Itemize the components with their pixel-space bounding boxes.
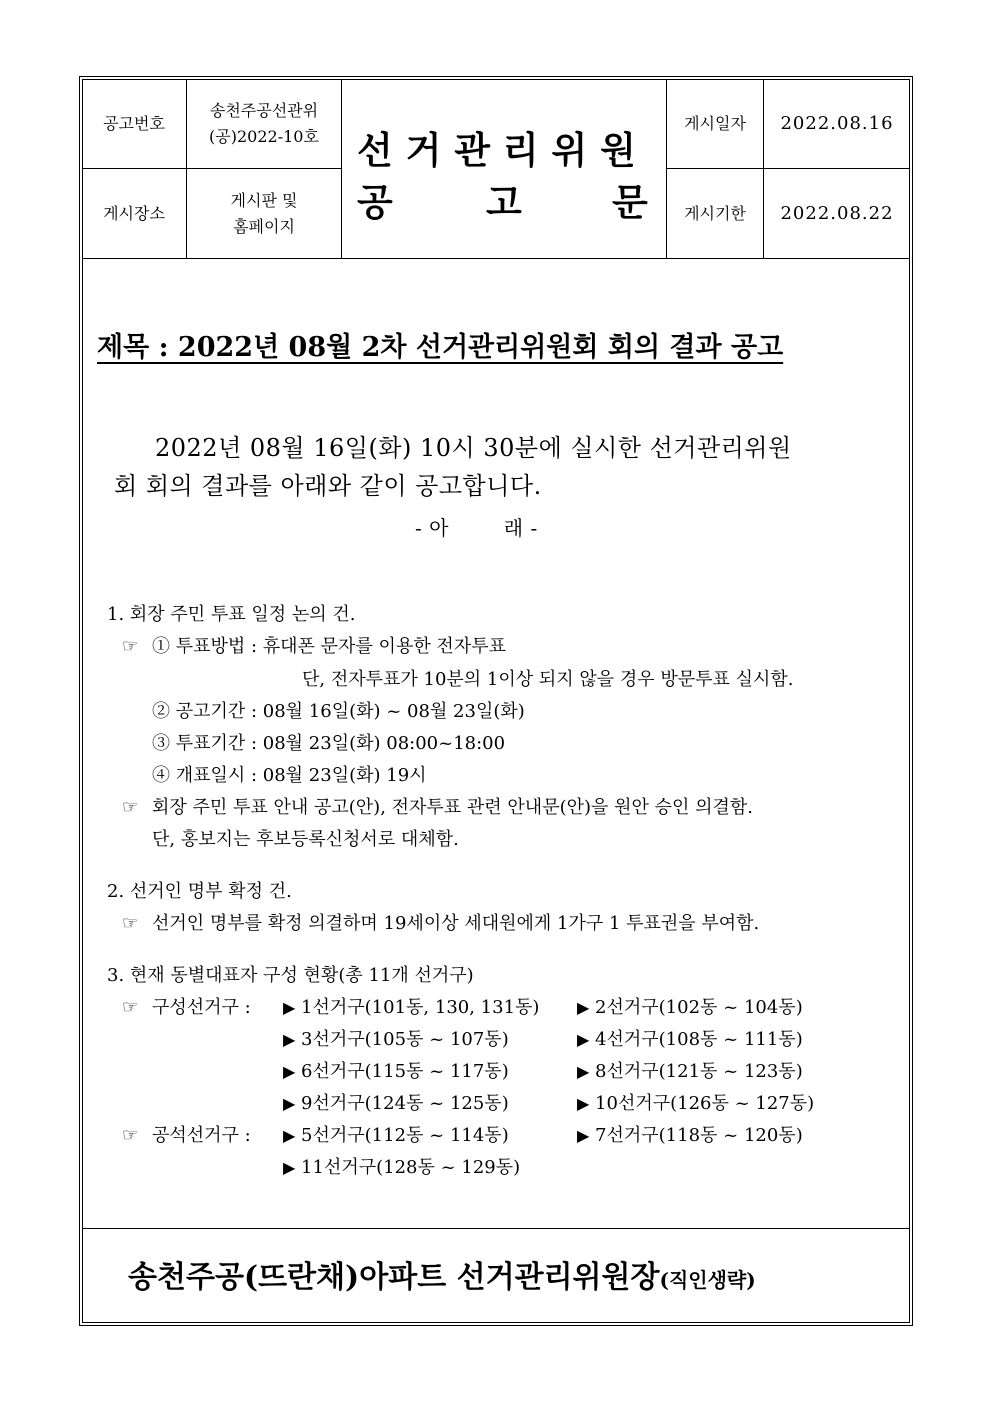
section1-item3: ③ 투표기간 : 08월 23일(화) 08:00~18:00 — [152, 733, 506, 754]
footer-note: (직인생략) — [659, 1268, 756, 1292]
section3-formed-label-row — [122, 993, 251, 1019]
pointing-hand-icon: ☞ — [122, 797, 139, 818]
section1-heading: 1. 회장 주민 투표 일정 논의 건. — [107, 604, 356, 625]
vacant-district-item: ▶ 11선거구(128동 ~ 129동) — [283, 1157, 521, 1178]
footer-main: 송천주공(뜨란채)아파트 선거관리위원장 — [128, 1260, 660, 1295]
district-item: ▶ 6선거구(115동 ~ 117동) — [283, 1061, 509, 1082]
district-item: ▶ 9선거구(124동 ~ 125동) — [283, 1093, 509, 1114]
post-until-label-cell — [667, 169, 764, 259]
section1-item4: ④ 개표일시 : 08월 23일(화) 19시 — [152, 765, 427, 786]
section2-decision-row — [122, 909, 759, 935]
post-date-label-cell — [667, 79, 764, 169]
intro-line-2: 회 회의 결과를 아래와 같이 공고합니다. — [114, 472, 542, 500]
notice-title-line1: 선 거 관 리 위 원 — [357, 128, 636, 172]
vacant-district-item: ▶ 7선거구(118동 ~ 120동) — [577, 1125, 803, 1146]
notice-no-cell — [187, 79, 342, 169]
post-until: 2022.08.22 — [780, 202, 894, 224]
district-item: ▶ 4선거구(108동 ~ 111동) — [577, 1029, 803, 1050]
section1-item1-row — [122, 632, 506, 658]
post-date: 2022.08.16 — [780, 112, 894, 134]
bullet-triangle-icon: ▶ — [577, 1126, 590, 1145]
place-line2: 홈페이지 — [233, 216, 295, 236]
place-line1: 게시판 및 — [230, 190, 298, 210]
notice-no-line1: 송천주공선관위 — [209, 100, 319, 120]
pointing-hand-icon: ☞ — [122, 913, 139, 934]
bullet-triangle-icon: ▶ — [283, 1126, 296, 1145]
notice-no-label-cell — [82, 79, 187, 169]
section3-vacant-label: 공석선거구 : — [152, 1125, 251, 1146]
pointing-hand-icon: ☞ — [122, 636, 139, 657]
bullet-triangle-icon: ▶ — [577, 1030, 590, 1049]
place-cell — [187, 169, 342, 259]
bullet-triangle-icon: ▶ — [577, 1094, 590, 1113]
place-label-cell — [82, 169, 187, 259]
section1-decision: 회장 주민 투표 안내 공고(안), 전자투표 관련 안내문(안)을 원안 승인 의결함. — [152, 797, 753, 818]
section1-item1-note: 단, 전자투표가 10분의 1이상 되지 않을 경우 방문투표 실시함. — [302, 669, 794, 690]
section1-item2: ② 공고기간 : 08월 16일(화) ~ 08월 23일(화) — [152, 701, 525, 722]
bullet-triangle-icon: ▶ — [283, 1094, 296, 1113]
notice-title-char-3: 문 — [612, 180, 648, 224]
district-item: ▶ 2선거구(102동 ~ 104동) — [577, 997, 803, 1018]
section1-decision-note: 단, 홍보지는 후보등록신청서로 대체함. — [152, 829, 459, 850]
bullet-triangle-icon: ▶ — [577, 1062, 590, 1081]
post-date-cell — [764, 79, 910, 169]
section2-heading: 2. 선거인 명부 확정 건. — [107, 881, 292, 902]
notice-title-char-2: 고 — [486, 180, 522, 224]
below-marker: - 아 래 - — [415, 516, 538, 540]
bullet-triangle-icon: ▶ — [283, 1158, 296, 1177]
pointing-hand-icon: ☞ — [122, 1125, 139, 1146]
pointing-hand-icon: ☞ — [122, 997, 139, 1018]
bullet-triangle-icon: ▶ — [283, 998, 296, 1017]
notice-no-line2: (공)2022-10호 — [209, 126, 319, 146]
section2-decision: 선거인 명부를 확정 의결하며 19세이상 세대원에게 1가구 1 투표권을 부여함. — [152, 913, 760, 934]
section3-formed-label: 구성선거구 : — [152, 997, 251, 1018]
footer-signature — [128, 1252, 756, 1296]
district-item: ▶ 1선거구(101동, 130, 131동) — [283, 997, 540, 1018]
section1-item1: ① 투표방법 : 휴대폰 문자를 이용한 전자투표 — [152, 636, 506, 657]
subject-title: 제목 : 2022년 08월 2차 선거관리위원회 회의 결과 공고 — [97, 332, 784, 363]
district-item: ▶ 10선거구(126동 ~ 127동) — [577, 1093, 815, 1114]
intro-line-1: 2022년 08월 16일(화) 10시 30분에 실시한 선거관리위원 — [155, 434, 792, 462]
bullet-triangle-icon: ▶ — [283, 1062, 296, 1081]
bullet-triangle-icon: ▶ — [577, 998, 590, 1017]
vacant-district-item: ▶ 5선거구(112동 ~ 114동) — [283, 1125, 509, 1146]
section3-vacant-label-row — [122, 1121, 251, 1147]
section1-decision-row — [122, 793, 753, 819]
post-until-label: 게시기한 — [684, 203, 746, 223]
notice-no-label: 공고번호 — [103, 113, 165, 133]
place-label: 게시장소 — [103, 203, 165, 223]
bullet-triangle-icon: ▶ — [283, 1030, 296, 1049]
notice-title-char-1: 공 — [357, 180, 393, 224]
district-item: ▶ 8선거구(121동 ~ 123동) — [577, 1061, 803, 1082]
post-until-cell — [764, 169, 910, 259]
post-date-label: 게시일자 — [684, 113, 746, 133]
district-item: ▶ 3선거구(105동 ~ 107동) — [283, 1029, 509, 1050]
section3-heading: 3. 현재 동별대표자 구성 현황(총 11개 선거구) — [107, 965, 474, 986]
footer-divider — [82, 1228, 910, 1229]
